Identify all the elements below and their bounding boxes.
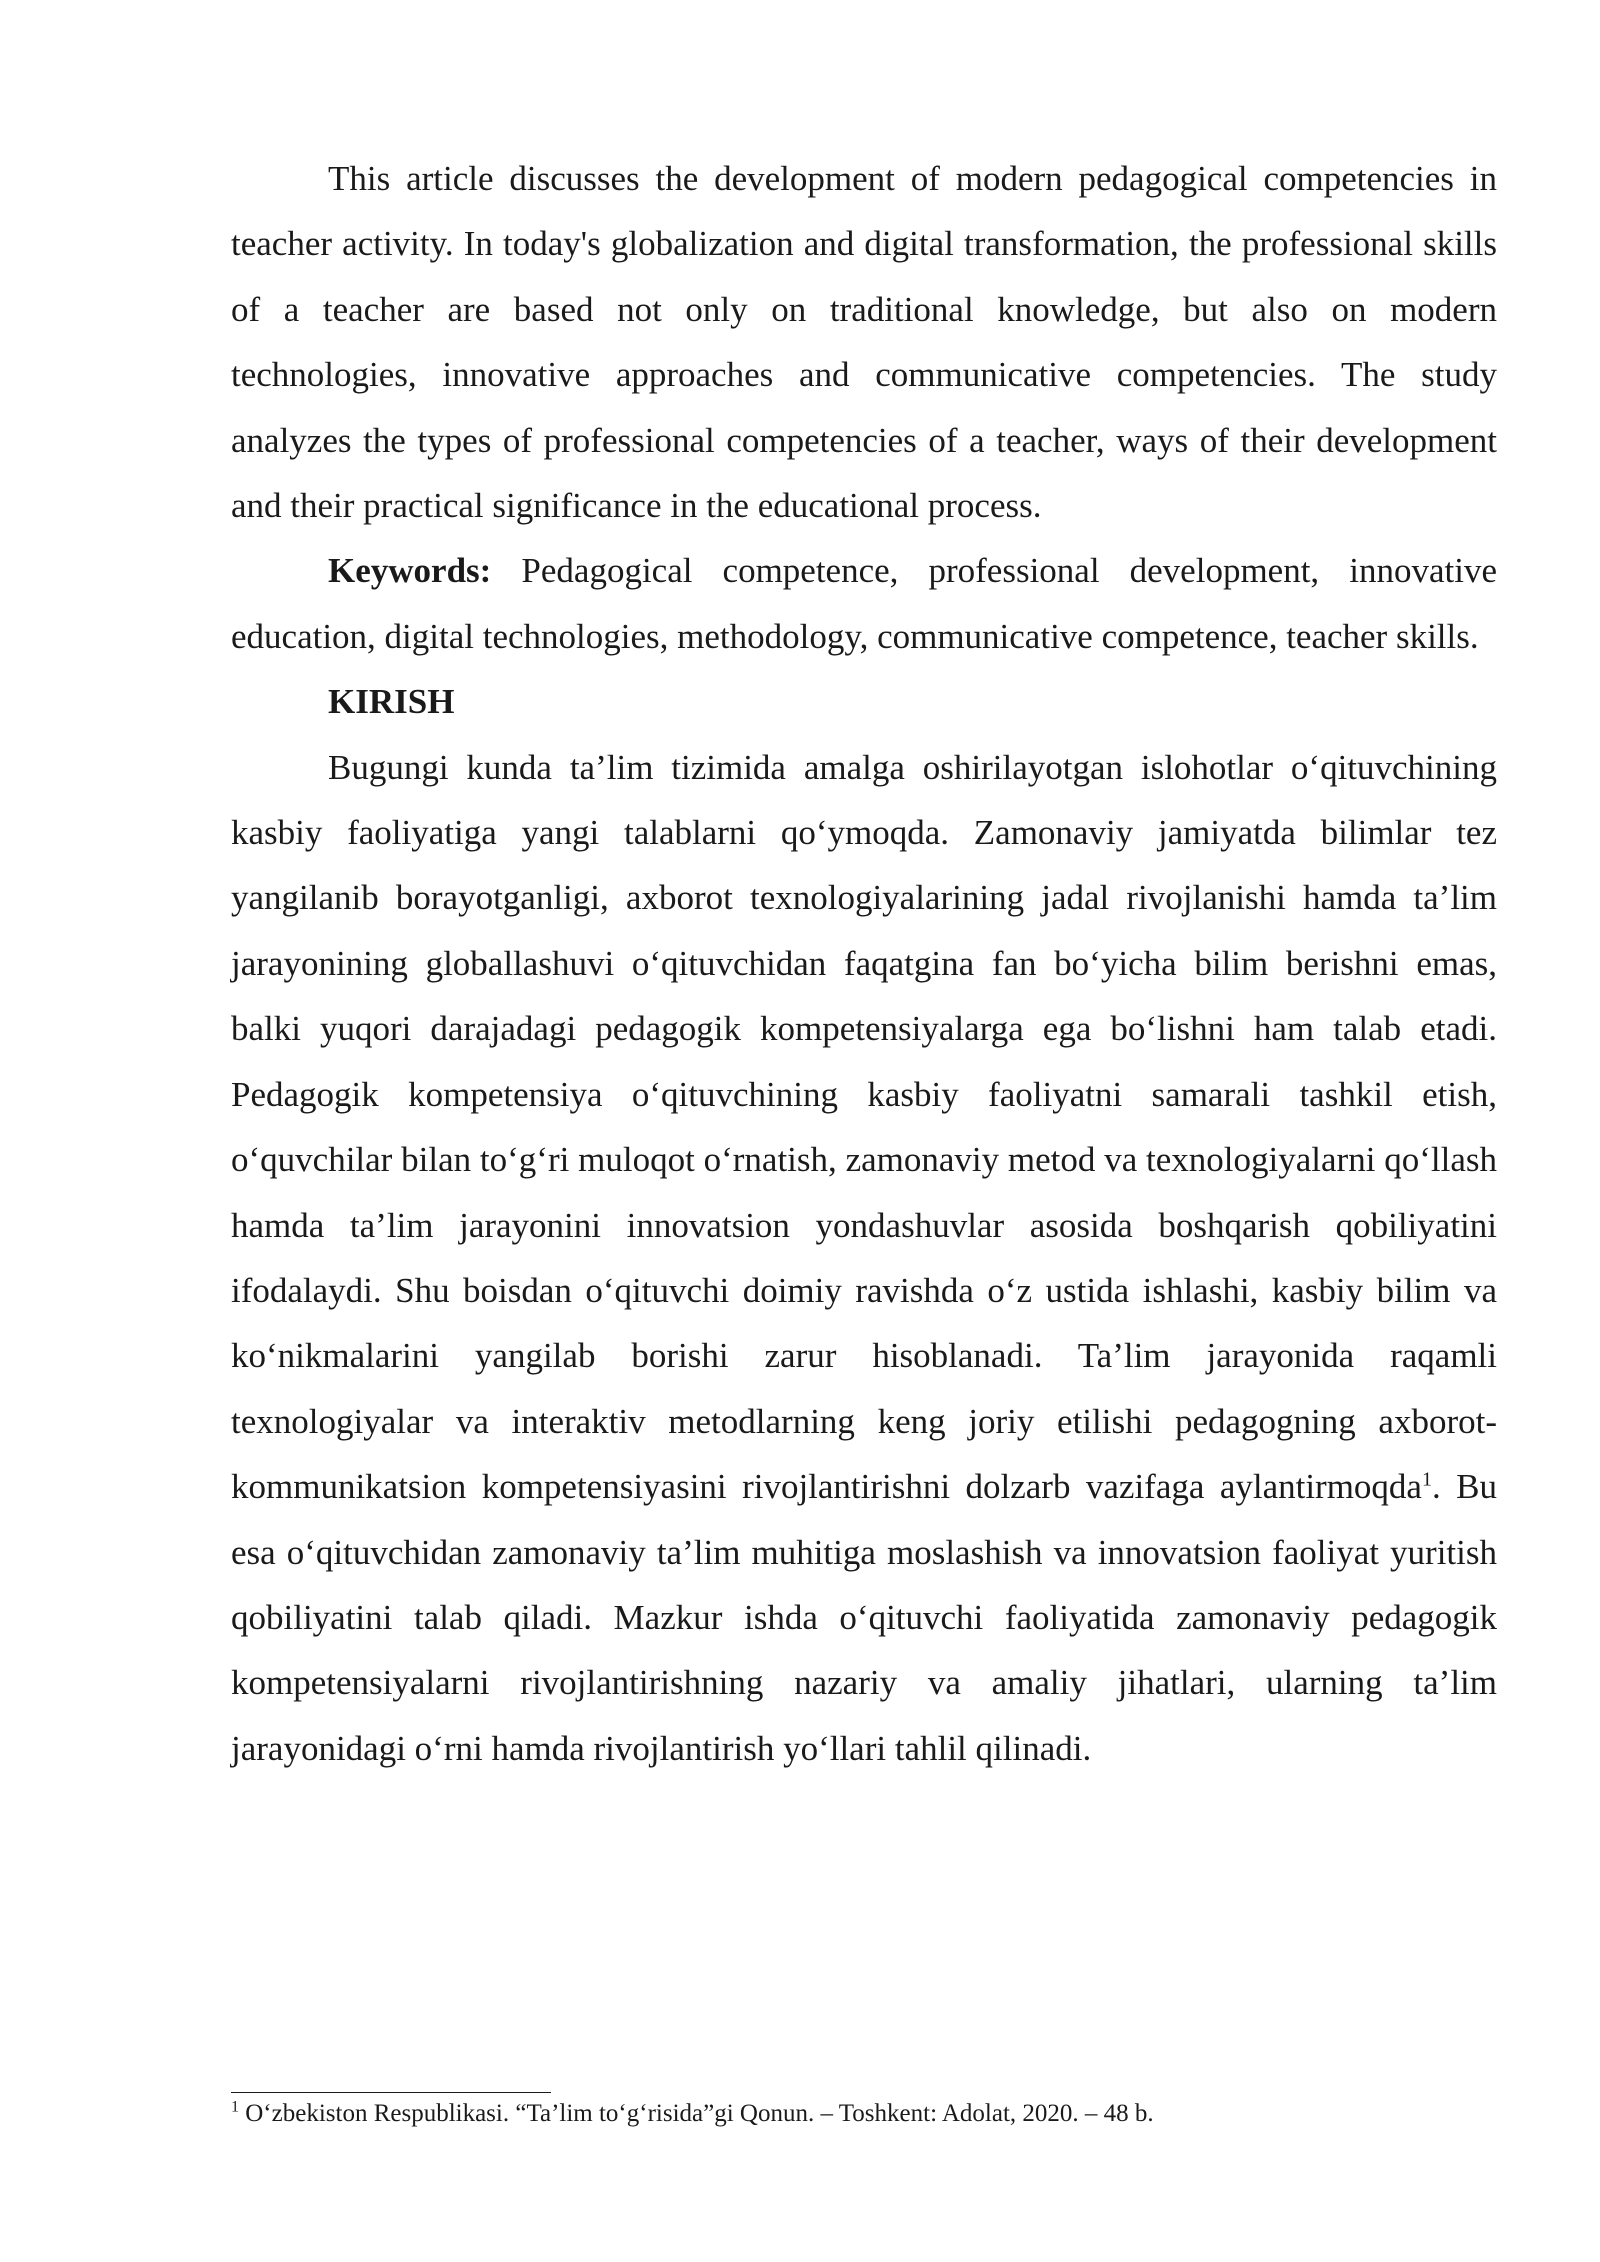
footnote-separator [231,2092,551,2093]
footnote [231,2096,1497,2132]
footnote-mark: 1 [231,2098,239,2116]
intro-text-part-2: . Bu esa o‘qituvchidan zamonaviy ta’lim muhitiga moslashish va innovatsion faoliyat yuritish qobiliyatini talab qiladi. Mazkur ishda o‘qituvchi faoliyatida zamonaviy pedagogik kompetensiyalarni rivojlantirishning nazariy va amaliy jihatlari, ularning ta’lim jarayonidagi o‘rni hamda rivojlantirish yo‘llari tahlil qilinadi. [231,1467,1497,1768]
keywords-label: Keywords: [328,551,492,591]
body-text [231,146,1497,1781]
footnote-reference-mark[interactable]: 1 [1421,1468,1432,1491]
keywords-text: Pedagogical competence, professional development, innovative education, digital technologies, methodology, communicative competence, teacher skills. [231,551,1498,656]
intro-paragraph [231,735,1497,1782]
keywords-paragraph [231,538,1497,669]
section-heading-kirish: KIRISH [328,682,455,722]
intro-text-part-1: Bugungi kunda ta’lim tizimida amalga oshirilayotgan islohotlar o‘qituvchining kasbiy faoliyatiga yangi talablarni qo‘ymoqda. Zamonaviy jamiyatda bilimlar tez yangilanib borayotganligi, axborot texnologiyalarining jadal rivojlanishi hamda ta’lim jarayonining globallashuvi o‘qituvchidan faqatgina fan bo‘yicha bilim berishni emas, balki yuqori darajadagi pedagogik kompetensiyalarga ega bo‘lishni ham talab etadi. Pedagogik kompetensiya o‘qituvchining kasbiy faoliyatni samarali tashkil etish, o‘quvchilar bilan to‘g‘ri muloqot o‘rnatish, zamonaviy metod va texnologiyalarni qo‘llash hamda ta’lim jarayonini innovatsion yondashuvlar asosida boshqarish qobiliyatini ifodalaydi. Shu boisdan o‘qituvchi doimiy ravishda o‘z ustida ishlashi, kasbiy bilim va ko‘nikmalarini yangilab borishi zarur hisoblanadi. Ta’lim jarayonida raqamli texnologiyalar va interaktiv metodlarning keng joriy etilishi pedagogning axborot-kommunikatsion kompetensiyasini rivojlantirishni dolzarb vazifaga aylantirmoqda [231,747,1497,1507]
abstract-paragraph: This article discusses the development of modern pedagogical competencies in teacher activity. In today's globalization and digital transformation, the professional skills of a teacher are based not only on traditional knowledge, but also on modern technologies, innovative approaches and communicative competencies. The study analyzes the types of professional competencies of a teacher, ways of their development and their practical significance in the educational process. [231,159,1497,526]
footnote-text: O‘zbekiston Respublikasi. “Ta’lim to‘g‘risida”gi Qonun. – Toshkent: Adolat, 2020. – 48 b. [245,2100,1154,2127]
